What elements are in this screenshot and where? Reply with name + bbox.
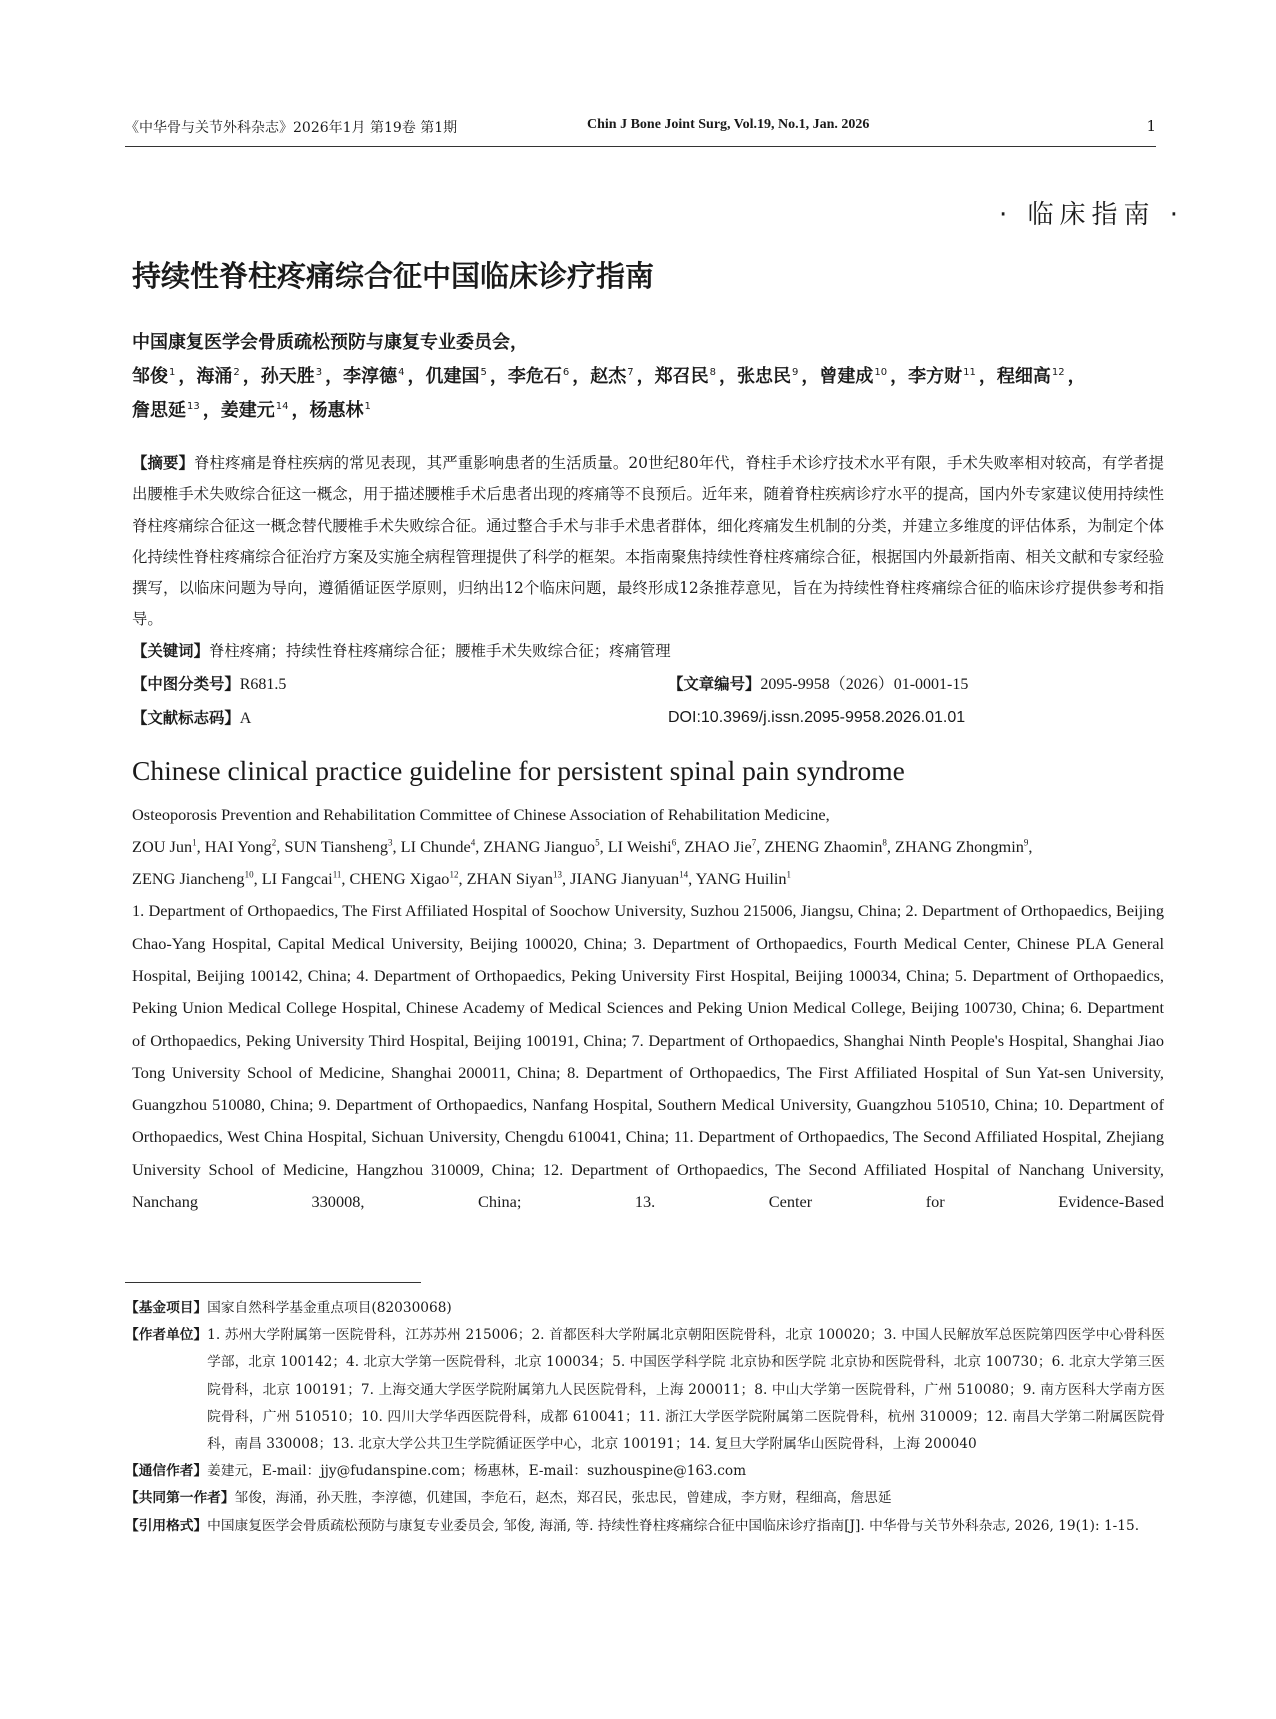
footnote-label: 【通信作者】 [125,1463,208,1480]
zh-author-name: 詹思延 [132,400,186,421]
author-block-en [132,799,1164,896]
en-author-affiliation-sup: 1 [192,837,197,848]
keywords-zh [132,636,1164,667]
zh-author-affiliation-sup: 4 [398,367,405,378]
zh-author-affiliation-sup: 1 [169,367,176,378]
footnote-item [125,1485,1165,1512]
zh-author-name: 张忠民 [737,366,791,387]
footnotes [125,1295,1165,1540]
en-author-affiliation-sup: 6 [671,837,677,848]
zh-author-affiliation-sup: 8 [709,367,716,378]
footnote-label: 【共同第一作者】 [125,1490,235,1507]
en-author-name: YANG Huilin [695,869,787,889]
author-list-en: ZOU Jun$^1$, HAI Yong$^2$, SUN Tiansheng$^3$, LI Chunde$^4$, ZHANG Jianguo$^5$, LI Weishi$^6$, ZHAO Jie$^7$, ZHENG Zhaomin$^8$, ZHANG Zhongmin$^9$, ZENG Jiancheng$^{10}$, LI Fangcai$^{11}$, CHENG Xigao$^{12}$, ZHAN Siyan$^{13}$, JIANG Jianyuan$^{14}$, YANG Huilin$^1$ [132,836,1033,889]
footnote-text: 1. 苏州大学附属第一医院骨科，江苏苏州 215006；2. 首都医科大学附属北京朝阳医院骨科，北京 100020；3. 中国人民解放军总医院第四医学中心骨科医学部，北京 100142；4. 北京大学第一医院骨科，北京 100034；5. 中国医学科学院 北京协和医学院 北京协和医院骨科，北京 100730；6. 北京大学第三医院骨科，北京 100191；7. 上海交通大学医学院附属第九人民医院骨科，上海 200011；8. 中山大学第一医院骨科，广州 510080；9. 南方医科大学南方医院骨科，广州 510510；10. 四川大学华西医院骨科，成都 610041；11. 浙江大学医学院附属第二医院骨科，杭州 310009；12. 南昌大学第二附属医院骨科，南昌 330008；13. 北京大学公共卫生学院循证医学中心，北京 100191；14. 复旦大学附属华山医院骨科，上海 200040 [207,1327,1165,1453]
en-author-name: LI Weishi [607,836,672,856]
zh-author-affiliation-sup: 5 [480,367,487,378]
page-number: 1 [1146,117,1156,135]
en-author-affiliation-sup: 7 [751,837,757,848]
footnote-label: 【引用格式】 [125,1517,208,1534]
column-title: · 临床指南 · [998,200,1184,230]
en-author-name: ZENG Jiancheng [132,869,245,889]
zh-author-name: 邹俊 [132,366,168,387]
en-author-name: ZHANG Jianguo [483,836,596,856]
en-author-name: LI Chunde [400,836,471,856]
zh-author-name: 李淳德 [343,366,398,387]
en-author-affiliation-sup: 5 [595,837,600,848]
zh-author-name: 赵杰 [590,366,627,387]
en-author-affiliation-sup: 9 [1023,837,1029,848]
footnote-text: 国家自然科学基金重点项目(82030068) [207,1300,452,1316]
zh-author-name: 孙天胜 [260,366,315,387]
zh-author-affiliation-sup: 13 [187,401,200,412]
en-author-affiliation-sup: 8 [882,837,887,848]
en-author-name: ZHAN Siyan [466,869,553,889]
en-author-name: HAI Yong [204,836,272,856]
zh-author-name: 曾建成 [819,366,874,387]
en-author-name: LI Fangcai [261,869,333,889]
en-author-affiliation-sup: 14 [679,869,689,880]
footnote-item [125,1513,1165,1540]
footnote-text: 中国康复医学会骨质疏松预防与康复专业委员会, 邹俊, 海涌, 等. 持续性脊柱疼痛综合征中国临床诊疗指南[J]. 中华骨与关节外科杂志, 2026, 19(1): 1-15. [207,1517,1140,1534]
zh-author-affiliation-sup: 3 [315,367,323,378]
zh-author-affiliation-sup: 11 [963,367,976,378]
affiliations-en: 1. Department of Orthopaedics, The First Affiliated Hospital of Soochow University, Suzhou 215006, Jiangsu, China; 2. Department of Orthopaedics, Beijing Chao-Yang Hospital, Capital Medical University, Beijing 100020, China; 3. Department of Orthopaedics, Fourth Medical Center, Chinese PLA General Hospital, Beijing 100142, China; 4. Department of Orthopaedics, Peking University First Hospital, Beijing 100034, China; 5. Department of Orthopaedics, Peking Union Medical College Hospital, Chinese Academy of Medical Sciences and Peking Union Medical College, Beijing 100730, China; 6. Department of Orthopaedics, Peking University Third Hospital, Beijing 100191, China; 7. Department of Orthopaedics, Shanghai Ninth People's Hospital, Shanghai Jiao Tong University School of Medicine, Shanghai 200011, China; 8. Department of Orthopaedics, The First Affiliated Hospital of Sun Yat-sen University, Guangzhou 510080, China; 9. Department of Orthopaedics, Nanfang Hospital, Southern Medical University, Guangzhou 510510, China; 10. Department of Orthopaedics, West China Hospital, Sichuan University, Chengdu 610041, China; 11. Department of Orthopaedics, The Second Affiliated Hospital, Zhejiang University School of Medicine, Hangzhou 310009, China; 12. Department of Orthopaedics, The Second Affiliated Hospital of Nanchang University, Nanchang 330008, China; 13. Center for Evidence-Based [132,901,1164,1212]
abstract-text: 脊柱疼痛是脊柱疾病的常见表现，其严重影响患者的生活质量。20世纪80年代，脊柱手术诊疗技术水平有限，手术失败率相对较高，有学者提出腰椎手术失败综合征这一概念，用于描述腰椎手术后患者出现的疼痛等不良预后。近年来，随着脊柱疾病诊疗水平的提高，国内外专家建议使用持续性脊柱疼痛综合征这一概念替代腰椎手术失败综合征。通过整合手术与非手术患者群体，细化疼痛发生机制的分类，并建立多维度的评估体系，为制定个体化持续性脊柱疼痛综合征治疗方案及实施全病程管理提供了科学的框架。本指南聚焦持续性脊柱疼痛综合征，根据国内外最新指南、相关文献和专家经验撰写，以临床问题为导向，遵循循证医学原则，归纳出12个临床问题，最终形成12条推荐意见，旨在为持续性脊柱疼痛综合征的临床诊疗提供参考和指导。 [132,454,1164,629]
zh-author-affiliation-sup: 7 [627,367,634,378]
zh-author-affiliation-sup: 1 [364,401,371,412]
footnote-rule [125,1282,421,1283]
article-title-en: Chinese clinical practice guideline for persistent spinal pain syndrome [132,754,905,786]
en-author-affiliation-sup: 4 [470,837,476,848]
keywords-text: 脊柱疼痛；持续性脊柱疼痛综合征；腰椎手术失败综合征；疼痛管理 [208,641,671,660]
zh-author-name: 李危石 [507,366,562,387]
footnote-item [125,1458,1165,1485]
en-author-name: CHENG Xigao [349,869,450,889]
running-header-journal-cn: 《中华骨与关节外科杂志》2026年1月 第19卷 第1期 [125,120,458,136]
meta-row-2 [132,701,1164,735]
zh-author-affiliation-sup: 14 [275,401,289,412]
zh-author-affiliation-sup: 9 [792,367,799,378]
committee-en: Osteoporosis Prevention and Rehabilitation Committee of Chinese Association of Rehabilitation Medicine, [132,804,830,824]
article-number-value: 2095-9958（2026）01-0001-15 [760,675,969,693]
footnote-label: 【作者单位】 [125,1327,208,1344]
en-author-affiliation-sup: 13 [552,869,562,880]
zh-author-affiliation-sup: 10 [874,367,888,378]
en-author-affiliation-sup: 12 [449,869,459,880]
zh-author-name: 郑召民 [654,366,709,387]
en-author-affiliation-sup: 2 [271,837,277,848]
footnote-label: 【基金项目】 [125,1300,208,1316]
zh-author-name: 李方财 [908,366,963,387]
author-list-zh: 邹俊$^1$ ，海涌$^2$ ，孙天胜$^3$ ，李淳德$^4$ ，仉建国$^5$ ，李危石$^6$ ，赵杰$^7$ ，郑召民$^8$ ，张忠民$^9$ ，曾建成$^{10}$ ，李方财$^{11}$ ，程细高$^{12}$ ， 詹思延$^{13}$ ，姜建元$^{14}$ ，杨惠林$^1$ [132,366,1086,421]
zh-author-name: 仉建国 [425,366,480,387]
en-author-affiliation-sup: 1 [786,869,792,880]
zh-author-affiliation-sup: 6 [562,367,570,378]
zh-author-name: 海涌 [196,366,233,387]
en-author-name: ZHAO Jie [684,836,752,856]
running-header [125,117,1156,141]
document-code-value: A [239,709,252,727]
en-author-name: ZHENG Zhaomin [764,836,883,856]
doi-link[interactable]: DOI:10.3969/j.issn.2095-9958.2026.01.01 [668,708,966,726]
footnote-item [125,1295,1165,1322]
abstract-zh [132,448,1164,636]
running-header-journal-en: Chin J Bone Joint Surg, Vol.19, No.1, Jan. 2026 [587,117,870,132]
footnote-text: 邹俊，海涌，孙天胜，李淳德，仉建国，李危石，赵杰，郑召民，张忠民，曾建成，李方财，程细高，詹思延 [234,1490,892,1507]
document-code-label: 【文献标志码】 [132,708,240,727]
article-number-label: 【文章编号】 [668,674,761,693]
en-author-name: JIANG Jianyuan [570,869,680,889]
meta-row-1 [132,667,1164,701]
clc-label: 【中图分类号】 [132,674,240,693]
zh-author-affiliation-sup: 12 [1051,367,1065,378]
en-author-name: ZOU Jun [132,836,193,856]
zh-author-affiliation-sup: 2 [233,367,240,378]
zh-author-name: 杨惠林 [309,400,364,421]
en-author-affiliation-sup: 3 [388,837,393,848]
en-author-name: ZHANG Zhongmin [895,836,1024,856]
en-author-affiliation-sup: 11 [332,869,342,880]
clc-value: R681.5 [239,675,287,693]
article-front-matter [132,194,1184,1218]
author-block-zh [132,326,1164,428]
header-rule [125,146,1156,147]
en-author-name: SUN Tiansheng [284,836,388,856]
zh-author-name: 姜建元 [220,400,275,421]
abstract-label: 【摘要】 [132,454,195,472]
article-title-zh: 持续性脊柱疼痛综合征中国临床诊疗指南 [132,259,655,293]
footnote-item [125,1322,1165,1458]
keywords-label: 【关键词】 [132,641,209,660]
en-author-affiliation-sup: 10 [244,869,254,880]
zh-author-name: 程细高 [996,366,1051,387]
footnote-text: 姜建元，E-mail：jjy@fudanspine.com；杨惠林，E-mail：suzhouspine@163.com [207,1463,747,1480]
committee-zh: 中国康复医学会骨质疏松预防与康复专业委员会， [132,332,528,353]
